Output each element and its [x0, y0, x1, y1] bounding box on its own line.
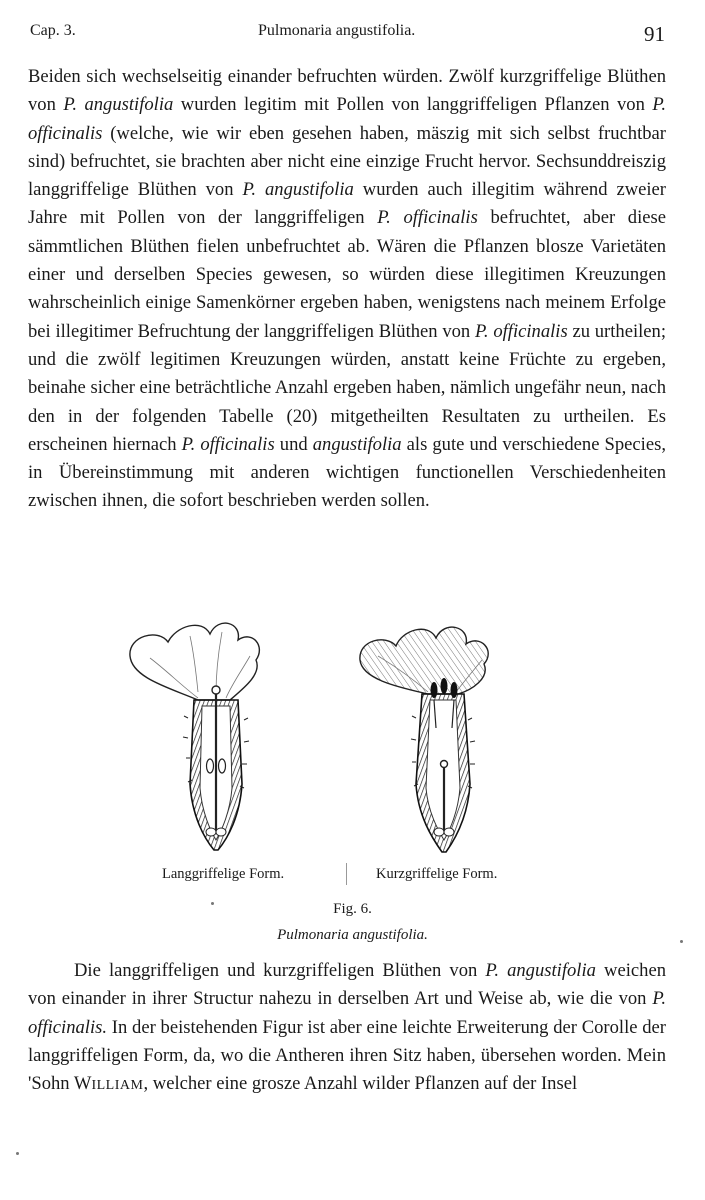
figure-caption: Pulmonaria angustifolia. [277, 927, 428, 943]
body-paragraph-2 [28, 957, 666, 1100]
species-name: P. angustifolia [63, 94, 174, 116]
chapter-label: Cap. 3. [30, 22, 76, 39]
person-name-small-caps: ILLIAM [91, 1078, 144, 1094]
text-run: Beiden sich wechselseitig einander befruchten würden. Zwölf kurzgriffelige Blüthen von [28, 66, 666, 116]
ovary-lobe [206, 828, 216, 836]
species-name: P. officinalis [28, 94, 666, 144]
ovary-lobe [444, 828, 454, 836]
species-name: P. officinalis [181, 433, 275, 455]
figure-label-long-styled: Langgriffelige Form. [162, 866, 285, 882]
anther [431, 682, 438, 698]
species-name: P. officinalis. [28, 988, 666, 1038]
person-name-initial: W [73, 1073, 92, 1095]
text-run: und [274, 433, 313, 455]
text-run: wurden auch illegitim während zweier Jahre mit Pollen von der langgriffeligen [28, 179, 666, 229]
flower-illustration [110, 608, 590, 868]
short-styled-flower [360, 627, 488, 852]
anther [219, 759, 226, 773]
print-speck [680, 940, 683, 943]
running-title: Pulmonaria angustifolia. [258, 22, 416, 39]
text-run: befruchtet, aber diese sämmtlichen Blüthen fielen unbefruchtet ab. Wären die Pflanzen blosze Varietäten einer und derselben Species gewesen, so würden diese illegitimen Kreuzungen wahrscheinlich einige Samenkörner ergeben haben, wenigstens nach meinem Erfolge bei illegitimer Befruchtung der langgriffeligen Blüthen von [28, 207, 666, 342]
corolla-limb [360, 627, 488, 694]
ovary-lobe [434, 828, 444, 836]
stigma [441, 761, 448, 768]
species-name: angustifolia [312, 433, 402, 455]
figure-number: Fig. 6. [333, 901, 372, 917]
text-run: (welche, wie wir eben gesehen haben, mäszig mit sich selbst fruchtbar sind) befruchtet, sie brachten aber nicht eine einzige Frucht hervor. Sechsunddreiszig langgriffelige Blüthen von [28, 122, 666, 201]
text-run: zu urtheilen; und die zwölf legitimen Kreuzungen würden, anstatt keine Früchte zu ergeben, beinahe sicher eine beträchtliche Anzahl ergeben haben, nämlich ungefähr neun, nach den in der folgenden Tabelle (20) mitgetheilten Resultaten zu urtheilen. Es erscheinen hiernach [28, 320, 666, 455]
ovary-lobe [216, 828, 226, 836]
text-run: Die langgriffeligen und kurzgriffeligen Blüthen von [74, 960, 486, 981]
anther [441, 678, 448, 694]
species-name: P. angustifolia [242, 179, 354, 201]
text-run: , welcher eine grosze Anzahl wilder Pflanzen auf der Insel [143, 1073, 578, 1095]
text-run: In der beistehenden Figur ist aber eine leichte Erweiterung der Corolle der langgriffeligen Form, da, wo die Antheren ihren Sitz haben, übersehen worden. Mein 'Sohn [28, 1016, 666, 1095]
anther [207, 759, 214, 773]
body-paragraph-1 [28, 63, 666, 516]
print-speck [16, 1152, 19, 1155]
label-divider [346, 863, 347, 885]
stigma [212, 686, 220, 694]
text-run: wurden legitim mit Pollen von langgriffeligen Pflanzen von [173, 94, 653, 116]
page-number: 91 [644, 22, 665, 46]
running-head [30, 22, 665, 46]
species-name: P. officinalis [474, 320, 568, 342]
text-run: als gute und verschiedene Species, in Übereinstimmung mit anderen wichtigen functionellen Verschiedenheiten zwischen ihnen, die sofort beschrieben werden sollen. [28, 433, 666, 512]
print-speck [211, 902, 214, 905]
species-name: P. angustifolia [485, 960, 596, 981]
long-styled-flower [130, 623, 259, 850]
anther [451, 682, 458, 698]
species-name: P. officinalis [377, 207, 478, 229]
flower-engraving [110, 608, 590, 868]
figure-label-short-styled: Kurzgriffelige Form. [376, 866, 498, 882]
text-run: weichen von einander in ihrer Structur nahezu in derselben Art und Weise ab, wie die von [28, 960, 666, 1010]
